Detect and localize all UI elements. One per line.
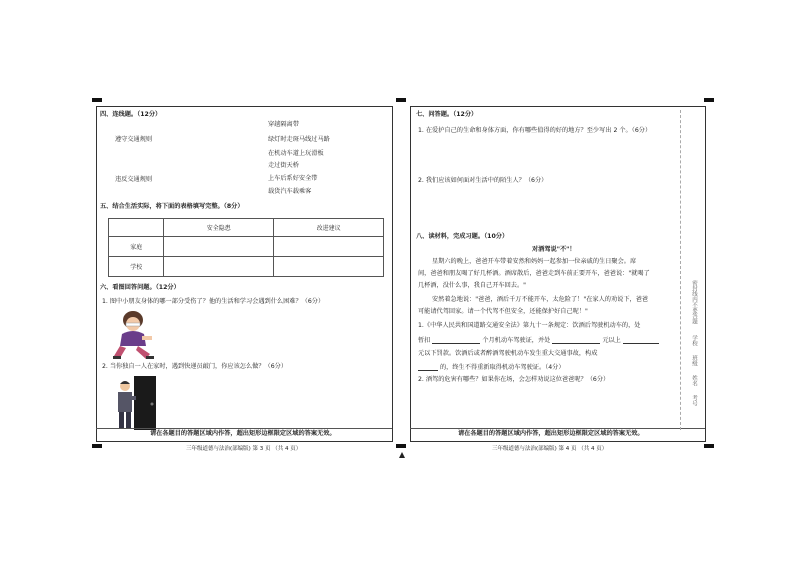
q8-question-1-line-3: 元以下罚款。饮酒后或者醉酒驾驶机动车发生重大交通事故，构成	[418, 350, 598, 357]
table-header	[109, 219, 164, 237]
registration-mark	[92, 98, 102, 102]
fill-blank[interactable]	[432, 337, 480, 344]
passage-line: 几杯酒，没什么事，我自己开车回去。"	[418, 282, 527, 289]
q8-title: 八、读材料，完成习题。（10分）	[416, 233, 509, 240]
answer-cell[interactable]	[164, 237, 274, 257]
q8-question-1-line-4	[418, 364, 565, 371]
seal-notice: 密封线内不要答题	[691, 280, 697, 324]
q7-question-1: 1. 在爱护自己的生命和身体方面，你有哪些值得的好的地方？至少写出 2 个。（6分）	[418, 127, 652, 134]
q8-q1-text: 暂扣	[418, 336, 431, 344]
table-header: 安全隐患	[164, 219, 274, 237]
fill-blank[interactable]	[418, 364, 438, 371]
q6-question-1: 1. 图中小朋友身体的哪一部分受伤了？他的生活和学习会遇到什么困难？（6分）	[102, 298, 325, 305]
q4-right-item: 穿越隔离带	[268, 121, 299, 128]
registration-mark	[396, 98, 406, 102]
page-arrow-icon	[399, 452, 405, 458]
q4-right-item: 在机动车道上玩滑板	[268, 150, 324, 157]
seal-line	[680, 110, 681, 430]
table-row-label: 家庭	[109, 237, 164, 257]
q4-title: 四、连线题。（12分）	[100, 111, 162, 118]
q4-right-item: 走过街天桥	[268, 162, 299, 169]
side-label: 考号	[691, 395, 697, 406]
side-label: 姓名	[691, 375, 697, 386]
left-page-label: 三年级道德与法治(部编版) 第 3 页 （共 4 页）	[186, 446, 302, 452]
fill-blank[interactable]	[623, 337, 659, 344]
q4-left-item: 遵守交通规则	[115, 136, 153, 143]
q6-title: 六、看图回答问题。（12分）	[100, 284, 180, 291]
q8-question-1-line-2	[418, 337, 659, 344]
q8-q1-text: 的，终生不得重新取得机动车驾驶证。（4分）	[439, 363, 565, 371]
side-label: 学校	[691, 335, 697, 346]
q8-q1-text: 元以上	[602, 336, 621, 344]
answer-cell[interactable]	[164, 257, 274, 277]
fill-blank[interactable]	[552, 337, 600, 344]
left-footer-note: 请在各题目的答题区域内作答，超出矩形边框限定区域的答案无效。	[150, 430, 336, 437]
registration-mark	[92, 444, 102, 448]
passage-line: 安然着急地说："爸爸，酒后千万不能开车，太危险了！"在家人的劝说下，爸爸	[432, 296, 649, 303]
q5-table	[108, 218, 384, 277]
passage-title: 对酒驾说"不"！	[532, 246, 576, 253]
delivery-door-illustration	[112, 374, 160, 432]
q4-right-item: 绿灯时走斑马线过马路	[268, 136, 330, 143]
q4-right-item: 上车后系好安全带	[268, 175, 318, 182]
q4-left-item: 违反交通规则	[115, 176, 153, 183]
q7-question-2: 2. 我们应该如何面对生活中的陌生人？（6分）	[418, 177, 548, 184]
injured-child-illustration	[108, 306, 158, 362]
q8-question-2: 2. 酒驾的危害有哪些？如果你在场，会怎样劝说这位爸爸呢？（6分）	[418, 376, 610, 383]
q7-title: 七、问答题。（12分）	[416, 111, 478, 118]
table-header: 改进建议	[274, 219, 384, 237]
q8-q1-text: 个月机动车驾驶证，并处	[482, 336, 551, 344]
q4-right-item: 载货汽车载乘客	[268, 188, 312, 195]
q5-title: 五、结合生活实际，将下面的表格填写完整。（8分）	[100, 203, 244, 210]
q8-question-1-line-1: 1.《中华人民共和国道路交通安全法》第九十一条规定：饮酒后驾驶机动车的，处	[418, 322, 641, 329]
registration-mark	[396, 444, 406, 448]
right-footer-note: 请在各题目的答题区域内作答，超出矩形边框限定区域的答案无效。	[458, 430, 644, 437]
registration-mark	[704, 444, 714, 448]
table-row-label: 学校	[109, 257, 164, 277]
answer-cell[interactable]	[274, 237, 384, 257]
passage-line: 间，爸爸和朋友喝了好几杯酒。酒席散后，爸爸走到车前正要开车，爸爸说："就喝了	[418, 270, 650, 277]
q6-question-2: 2. 当你独自一人在家时，遇到快递员敲门，你应该怎么做？（6分）	[102, 363, 288, 370]
answer-cell[interactable]	[274, 257, 384, 277]
passage-line: 星期六的晚上，爸爸开车带着安然和妈妈一起参加一位亲戚的生日聚会。席	[432, 258, 637, 265]
passage-line: 可能请代驾回家。请一个代驾不但安全，还能保护好自己呢！"	[418, 308, 588, 315]
side-label: 班级	[691, 355, 697, 366]
right-page-label: 三年级道德与法治(部编版) 第 4 页 （共 4 页）	[492, 446, 608, 452]
registration-mark	[704, 98, 714, 102]
